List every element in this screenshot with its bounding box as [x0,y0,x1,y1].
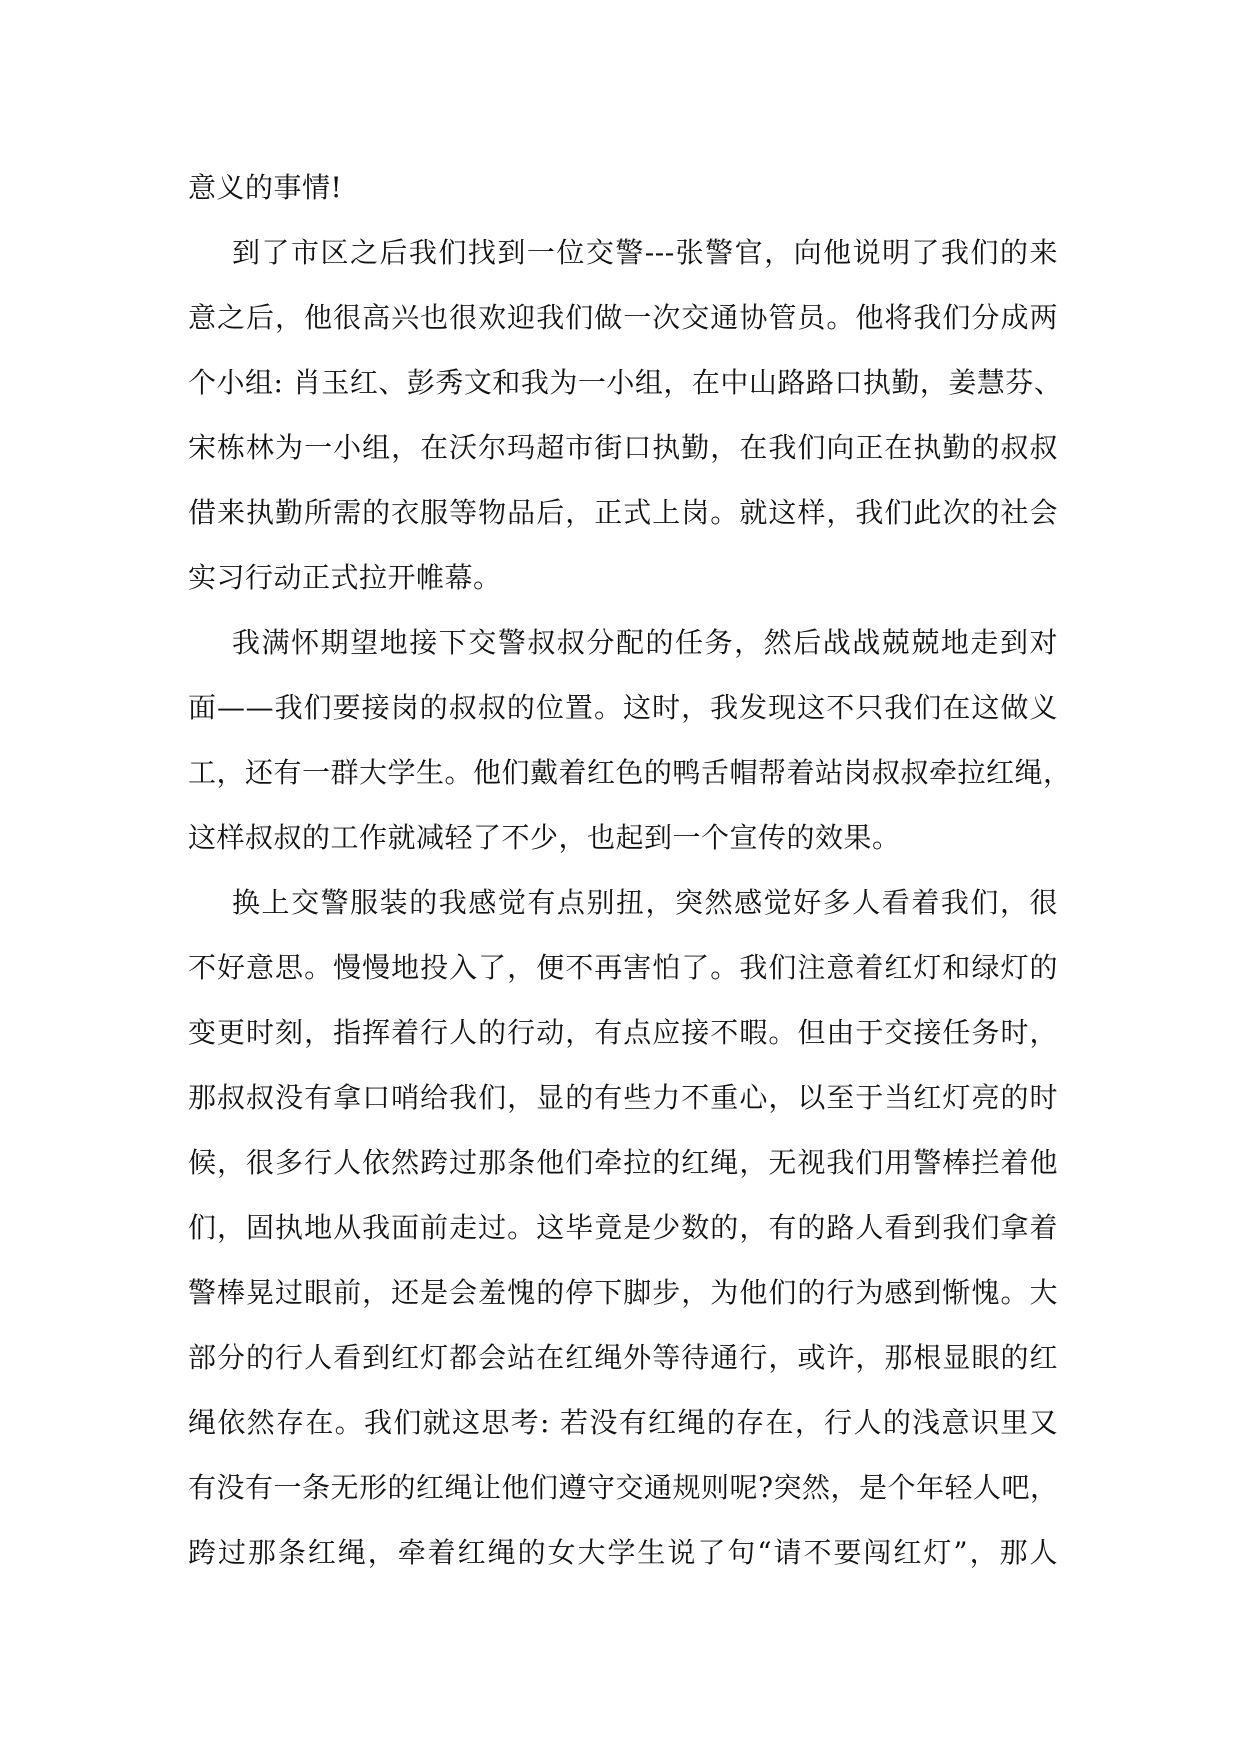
text-line: 候，很多行人依然跨过那条他们牵拉的红绳，无视我们用警棒拦着他 [188,1146,1058,1179]
text-line: 变更时刻，指挥着行人的行动，有点应接不暇。但由于交接任务时， [188,1016,1058,1049]
text-line: 跨过那条红绳，牵着红绳的女大学生说了句“请不要闯红灯”，那人 [188,1536,1058,1569]
text-line: 借来执勤所需的衣服等物品后，正式上岗。就这样，我们此次的社会 [188,496,1058,529]
text-line: 换上交警服装的我感觉有点别扭，突然感觉好多人看着我们，很 [232,886,1058,919]
text-line: 宋栋林为一小组，在沃尔玛超市街口执勤，在我们向正在执勤的叔叔 [188,431,1058,464]
text-line: 部分的行人看到红灯都会站在红绳外等待通行，或许，那根显眼的红 [188,1341,1058,1374]
text-line: 到了市区之后我们找到一位交警---张警官，向他说明了我们的来 [232,236,1058,269]
text-line: 不好意思。慢慢地投入了，便不再害怕了。我们注意着红灯和绿灯的 [188,951,1058,984]
document-body [188,155,1072,1585]
text-line: 这样叔叔的工作就减轻了不少，也起到一个宣传的效果。 [188,821,901,854]
text-line: 面——我们要接岗的叔叔的位置。这时，我发现这不只我们在这做义 [188,691,1058,724]
text-line: 我满怀期望地接下交警叔叔分配的任务，然后战战兢兢地走到对 [232,626,1058,659]
text-line: 实习行动正式拉开帷幕。 [188,561,502,594]
text-line: 警棒晃过眼前，还是会羞愧的停下脚步，为他们的行为感到惭愧。大 [188,1276,1058,1309]
text-line: 工，还有一群大学生。他们戴着红色的鸭舌帽帮着站岗叔叔牵拉红绳， [188,756,1072,789]
text-line: 意之后，他很高兴也很欢迎我们做一次交通协管员。他将我们分成两 [188,301,1058,334]
text-line: 绳依然存在。我们就这思考: 若没有红绳的存在，行人的浅意识里又 [188,1406,1058,1439]
text-line: 那叔叔没有拿口哨给我们，显的有些力不重心，以至于当红灯亮的时 [188,1081,1058,1114]
text-line: 有没有一条无形的红绳让他们遵守交通规则呢?突然，是个年轻人吧， [188,1471,1059,1504]
text-line: 们，固执地从我面前走过。这毕竟是少数的，有的路人看到我们拿着 [188,1211,1058,1244]
text-line: 意义的事情! [188,171,343,204]
text-line: 个小组: 肖玉红、彭秀文和我为一小组，在中山路路口执勤，姜慧芬、 [188,366,1063,399]
